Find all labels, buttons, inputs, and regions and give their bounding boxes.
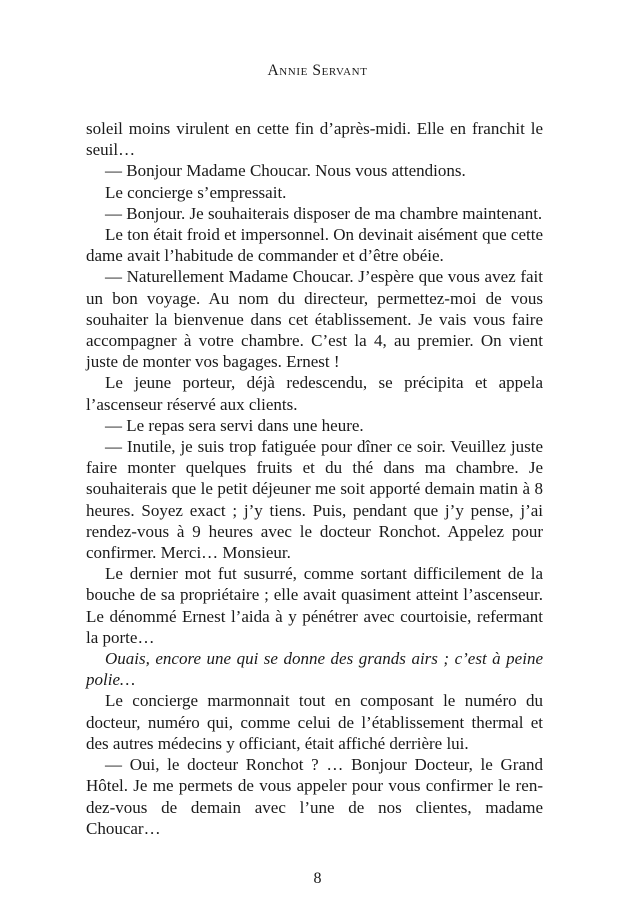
page-number: 8 <box>313 870 322 887</box>
italic-paragraph: Ouais, encore une qui se donne des grands airs ; c’est à peine polie… <box>86 649 543 690</box>
paragraph: — Le repas sera servi dans une heure. <box>105 415 364 435</box>
paragraph: — Oui, le docteur Ronchot ? … Bonjour Docteur, le Grand Hôtel. Je me permets de vous appeler pour vous confirmer le rendez-vous de demain avec l’une de nos clientes, madame Choucar… <box>86 755 543 838</box>
paragraph: Le dernier mot fut susurré, comme sortant difficilement de la bouche de sa propriétaire ; elle avait quasiment atteint l’ascenseur. Le dénommé Ernest l’aida à y pénétrer avec courtoisie, refermant la porte… <box>86 564 543 647</box>
running-head: Annie Servant <box>267 62 368 79</box>
paragraph: soleil moins virulent en cette fin d’après-midi. Elle en franchit le seuil… <box>86 119 543 160</box>
paragraph: — Naturellement Madame Choucar. J’espère que vous avez fait un bon voyage. Au nom du directeur, permettez-moi de vous souhaiter la bienvenue dans cet établissement. Je vais vous faire accompagner à votre chambre. C’est la 4, au premier. On vient juste de monter vos bagages. Ernest ! <box>86 267 543 372</box>
paragraph: Le ton était froid et impersonnel. On devinait aisément que cette dame avait l’habitude de commander et d’être obéie. <box>86 225 543 266</box>
paragraph: — Inutile, je suis trop fatiguée pour dîner ce soir. Veuillez juste faire monter quelques fruits et du thé dans ma chambre. Je souhaiterais que le petit déjeuner me soit apporté demain matin à 8 heures. Soyez exact ; j’y tiens. Puis, pendant que j’y pense, j’ai rendez-vous à 9 heures avec le docteur Ronchot. Appelez pour confirmer. Merci… Monsieur. <box>86 437 543 563</box>
paragraph: Le concierge s’empressait. <box>105 182 287 202</box>
paragraph: Le jeune porteur, déjà redescendu, se précipita et appela l’ascenseur réservé aux clients. <box>86 373 543 414</box>
paragraph: — Bonjour Madame Choucar. Nous vous attendions. <box>105 161 466 181</box>
paragraph: Le concierge marmonnait tout en composant le numéro du docteur, numéro qui, comme celui de l’établissement thermal et des autres médecins y officiant, était affiché derrière lui. <box>86 691 543 753</box>
body-text <box>86 118 543 839</box>
paragraph: — Bonjour. Je souhaiterais disposer de ma chambre maintenant. <box>105 203 543 223</box>
